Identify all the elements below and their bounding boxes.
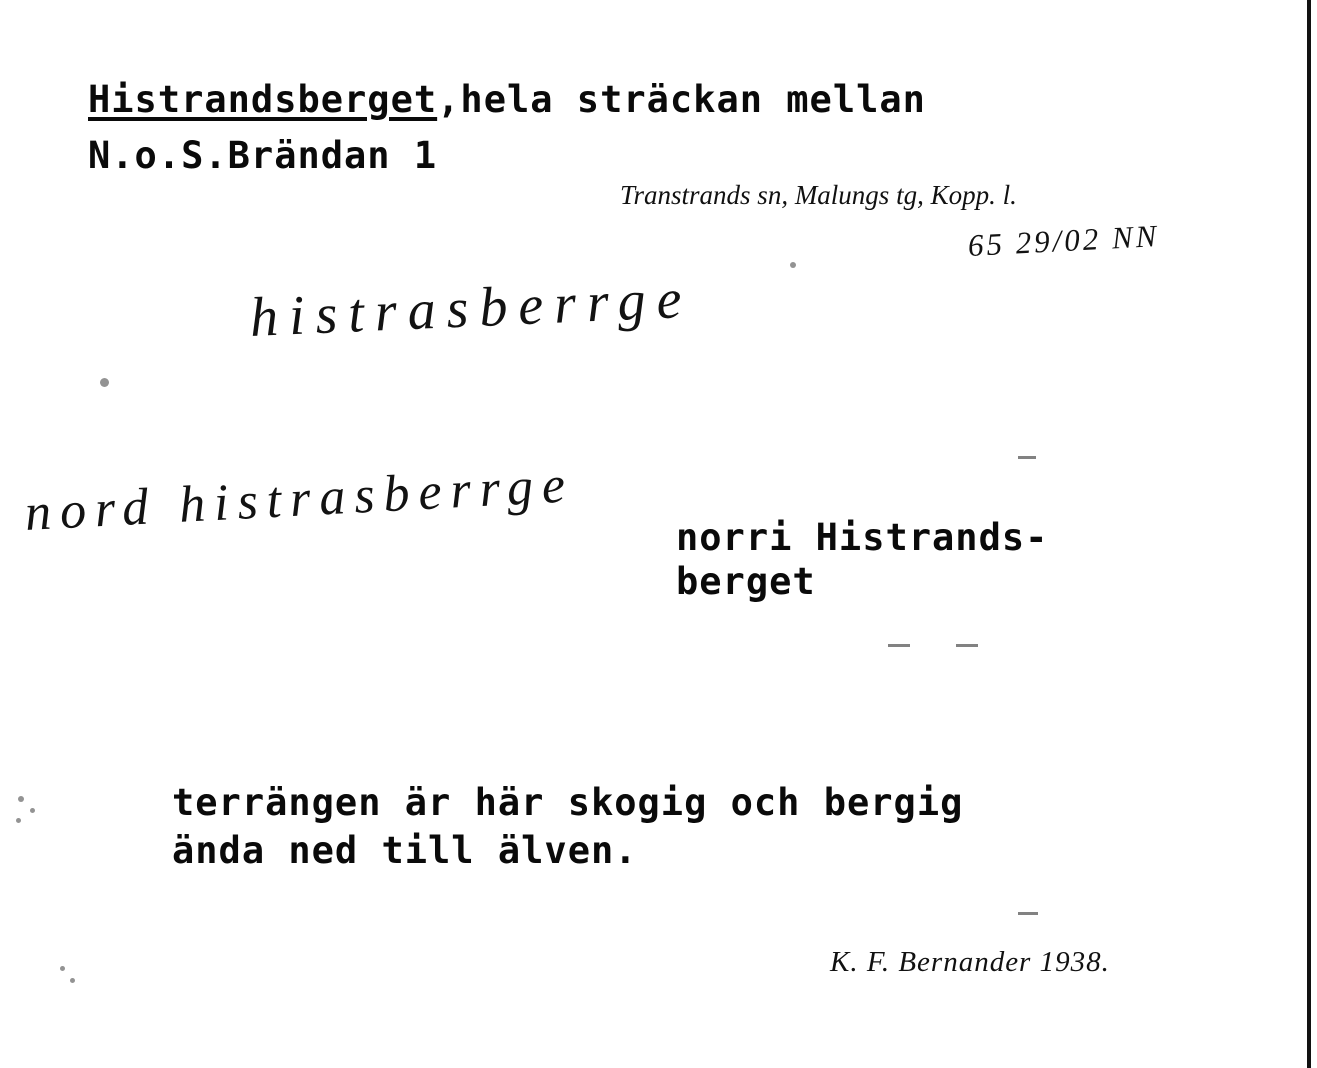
normalized-form-line-1: norri Histrands- (676, 516, 1049, 559)
scan-dash (1018, 456, 1036, 459)
scan-speck (100, 378, 109, 387)
scan-speck (30, 808, 35, 813)
scan-speck (60, 966, 65, 971)
description-line-1: terrängen är här skogig och bergig (172, 781, 964, 824)
scan-speck (18, 796, 24, 802)
normalized-form-line-2: berget (676, 560, 816, 603)
scan-edge (1305, 0, 1317, 1068)
collector-signature: K. F. Bernander 1938. (830, 946, 1110, 978)
scan-speck (790, 262, 796, 268)
dialect-form-primary: histrasberrge (248, 267, 694, 349)
dialect-form-secondary: nord histrasberrge (23, 456, 576, 542)
scan-speck (70, 978, 75, 983)
scan-speck (16, 818, 21, 823)
scan-dash (888, 644, 910, 647)
scan-dash (1018, 912, 1038, 915)
handwritten-code: 65 29/02 NN (967, 218, 1161, 263)
page-title (88, 74, 926, 126)
scan-dash (956, 644, 978, 647)
headline-place-name: Histrandsberget (88, 78, 438, 121)
description-line-2: ända ned till älven. (172, 829, 638, 872)
headline-subline: N.o.S.Brändan 1 (88, 134, 438, 177)
binding-line (1307, 0, 1311, 1068)
parish-reference: Transtrands sn, Malungs tg, Kopp. l. (620, 180, 1017, 210)
headline-remainder: ,hela sträckan mellan (437, 78, 926, 121)
